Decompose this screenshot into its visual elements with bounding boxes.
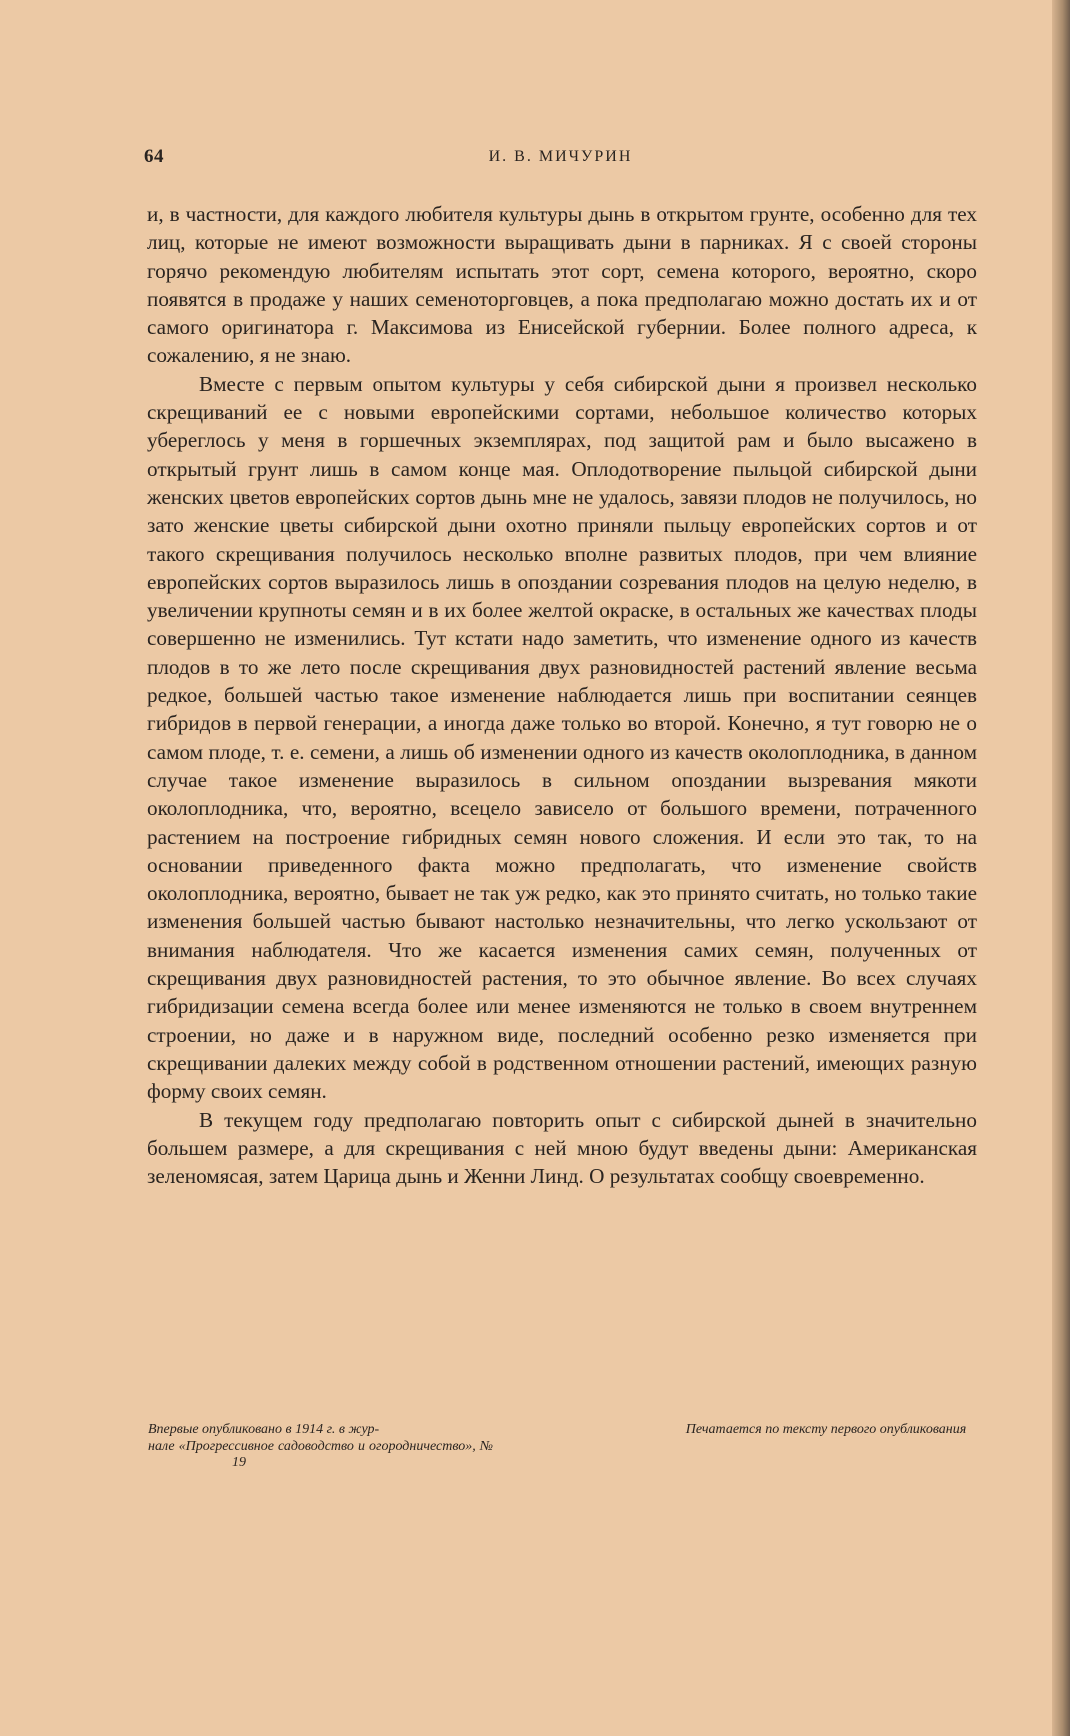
page-header [144,146,977,172]
source-text-note: Печатается по тексту первого опубликования [685,1422,967,1437]
first-published-line-2: нале «Прогрессивное садоводство и огородничество», № 19 [148,1438,493,1470]
page-edge-shadow [1052,0,1070,1736]
paragraph-continued: и, в частности, для каждого любителя культуры дынь в открытом грунте, особенно для тех лиц, которые не имеют возможности выращивать дыни в парниках. Я с своей стороны горячо рекомендую любителям испытать этот сорт, семена которого, вероятно, скоро появятся в продаже у наших семеноторговцев, а пока предполагаю можно достать их и от самого оригинатора г. Максимова из Енисейской губернии. Более полного адреса, к сожалению, я не знаю. [147,202,977,368]
page-number: 64 [144,146,164,167]
paragraph-hybridization: Вместе с первым опытом культуры у себя сибирской дыни я произвел несколько скрещиваний ее с новыми европейскими сортами, небольшое количество которых уберeглось у меня в горшечных экземплярах, под защитой рам и было высажено в открытый грунт лишь в самом конце мая. Оплодотворение пыльцой сибирской дыни женских цветов европейских сортов дынь мне не удалось, завязи плодов не получилось, но зато женские цветы сибирской дыни охотно приняли пыльцу европейских сортов и от такого скрещивания получилось несколько вполне развитых плодов, при чем влияние европейских сортов выразилось лишь в опоздании созревания плодов на целую неделю, в увеличении крупноты семян и в их более желтой окраске, в остальных же качествах плоды совершенно не изменились. Тут кстати надо заметить, что изменение одного из качеств плодов в то же лето после скрещивания двух разновидностей растений явление весьма редкое, большей частью такое изменение наблюдается лишь при воспитании сеянцев гибридов в первой генерации, а иногда даже только во второй. Конечно, я тут говорю не о самом плоде, т. е. семени, а лишь об изменении одного из качеств околоплодника, в данном случае такое изменение выразилось в сильном опоздании вызревания мякоти околоплодника, что, вероятно, всецело зависело от большого времени, потраченного растением на построение гибридных семян нового сложения. И если это так, то на основании приведенного факта можно предполагать, что изменение свойств околоплодника, вероятно, бывает не так уж редко, как это принято считать, но только такие изменения большей частью бывают настолько незначительны, что легко ускользают от внимания наблюдателя. Что же касается изменения самих семян, полученных от скрещивания двух разновидностей растения, то это обычное явление. Во всех случаях гибридизации семена всегда более или менее изменяются не только в своем внутреннем строении, но даже и в наружном виде, последний особенно резко изменяется при скрещивании далеких между собой в родственном отношении растений, имеющих разную форму своих семян. [147,371,977,1104]
paragraph-plans: В текущем году предполагаю повторить опыт с сибирской дыней в значительно большем размере, а для скрещивания с ней мною будут введены дыни: Американская зеленомясая, затем Царица дынь и Женни Линд. О результатах сообщу своевременно. [147,1107,977,1189]
first-published-note [148,1422,493,1472]
running-head: И. В. МИЧУРИН [488,148,633,165]
body-text [147,200,977,1190]
first-published-line-1: Впервые опубликовано в 1914 г. в жур- [148,1422,380,1437]
